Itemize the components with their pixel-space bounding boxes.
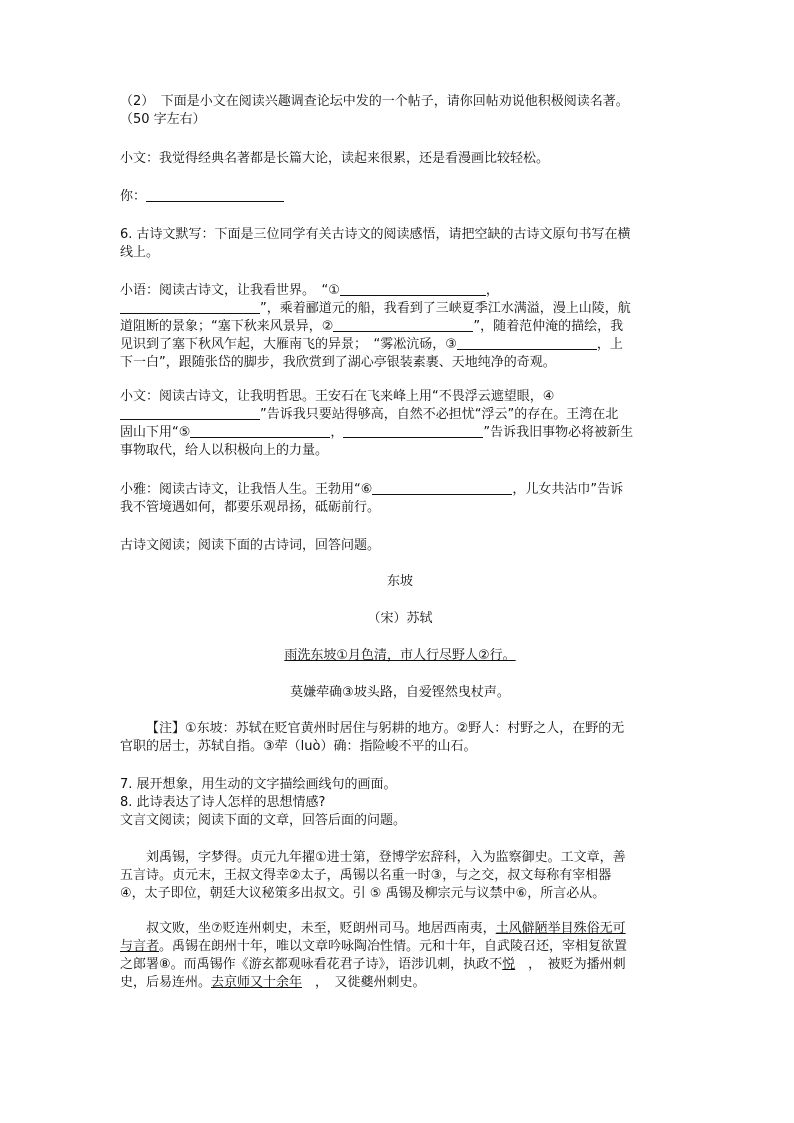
poem-line-2: 莫嫌荦确③坡头路，自爱铿然曳杖声。: [290, 685, 510, 700]
you-label: 你：: [120, 189, 147, 204]
wenyan-paragraph-1: 刘禹锡，字梦得。贞元九年擢①进士第，登博学宏辞科，入为监察御史。工文章，善 五言诗。贞元末，王叔文得幸②太子，禹锡以名重一时③，与之交，叔文每称有宰相器 ④，太子即位，朝廷大议秘策多出叔文。引 ⑤ 禹锡及柳宗元与议禁中⑥，所言必从。: [120, 850, 626, 901]
poem-title: 东坡: [386, 574, 413, 589]
wenyan-paragraph-2: 叔文败，坐⑦贬连州刺史，未至，贬朗州司马。地居西南夷，土风僻陋举目殊俗无可 与言者。禹锡在朗州十年，唯以文章吟咏陶冶性情。元和十年，自武陵召还，宰相复欲置 之郎署⑧。而禹锡作《游玄都观咏看花君子诗》，语涉讥刺，执政不悦 ， 被贬为播州刺 史，后易连州。去京师又十余年 ， 又徙夔州刺史。: [120, 921, 628, 990]
answer-blank-1[interactable]: [340, 282, 486, 296]
q6-xiaoyu-paragraph: 小语：阅读古诗文，让我看世界。 “① ， ”，乘着郦道元的船，我看到了三峡夏季江水满溢，漫上山陵，航 道阻断的景象；“塞下秋来风景异，② ”，随着范仲淹的描绘，我 见识到了塞下秋风乍起，大雁南飞的异景； “雾凇沆砀，③ ，上 下一白”，跟随张岱的脚步，我欣赏到了湖心亭银装素裹、天地纯净的奇观。: [120, 283, 631, 370]
poem-notes: 【注】①东坡：苏轼在贬官黄州时居住与躬耕的地方。②野人：村野之人，在野的无 官职的居士，苏轼自指。③荦（luò）确：指险峻不平的山石。: [120, 721, 625, 754]
q5-2-prompt: [120, 93, 680, 129]
answer-blank-5b[interactable]: [343, 424, 483, 438]
q6-xiaoya-paragraph: 小雅：阅读古诗文，让我悟人生。王勃用“⑥ ，儿女共沾巾”告诉 我不管境遇如何，都要乐观昂扬，砥砺前行。: [120, 482, 624, 515]
q5-2-prompt-line2: （50 字左右）: [120, 112, 206, 127]
question-8: 8. 此诗表达了诗人怎样的思想情感?: [120, 795, 326, 810]
answer-blank-6[interactable]: [372, 481, 512, 495]
q5-2-prompt-line1: （2） 下面是小文在阅读兴趣调查论坛中发的一个帖子，请你回帖劝说他积极阅读名著。: [120, 94, 629, 109]
poem-line-1-underlined: 雨洗东坡①月色清，市人行尽野人②行。: [284, 648, 516, 663]
q6-xiaowen-paragraph: 小文：阅读古诗文，让我明哲思。王安石在飞来峰上用“不畏浮云遮望眼，④ ”告诉我只要站得够高，自然不必担忧“浮云”的存在。王湾在北 固山下用“⑤ ， ”告诉我旧事物必将被新生 事物取代，给人以积极向上的力量。: [120, 389, 634, 458]
questions-7-8: [120, 776, 680, 830]
question-7: 7. 展开想象，用生动的文字描绘画线句的画面。: [120, 777, 397, 792]
answer-blank-5a[interactable]: [190, 424, 330, 438]
poem-intro: 古诗文阅读；阅读下面的古诗词，回答问题。: [120, 538, 381, 553]
underlined-sentence: 土风僻陋举目殊俗无可: [495, 921, 626, 936]
answer-blank-2[interactable]: [333, 318, 473, 332]
answer-blank-3[interactable]: [457, 336, 597, 350]
answer-blank-1-cont[interactable]: [120, 300, 260, 314]
q5-2-xiaowen-post: 小文：我觉得经典名著都是长篇大论，读起来很累，还是看漫画比较轻松。: [120, 151, 550, 166]
answer-blank-4[interactable]: [120, 406, 260, 420]
underlined-phrase: 去京师又十余年: [211, 975, 303, 990]
underlined-word: 悦: [502, 957, 516, 972]
q5-2-reply: [120, 188, 680, 206]
poem-author: （宋）苏轼: [367, 611, 433, 626]
answer-blank-reply[interactable]: [146, 188, 284, 202]
wenyan-intro: 文言文阅读；阅读下面的文章，回答后面的问题。: [120, 813, 407, 828]
q6-title: 6. 古诗文默写：下面是三位同学有关古诗文的阅读感悟，请把空缺的古诗文原句书写在横 线上。: [120, 227, 631, 260]
